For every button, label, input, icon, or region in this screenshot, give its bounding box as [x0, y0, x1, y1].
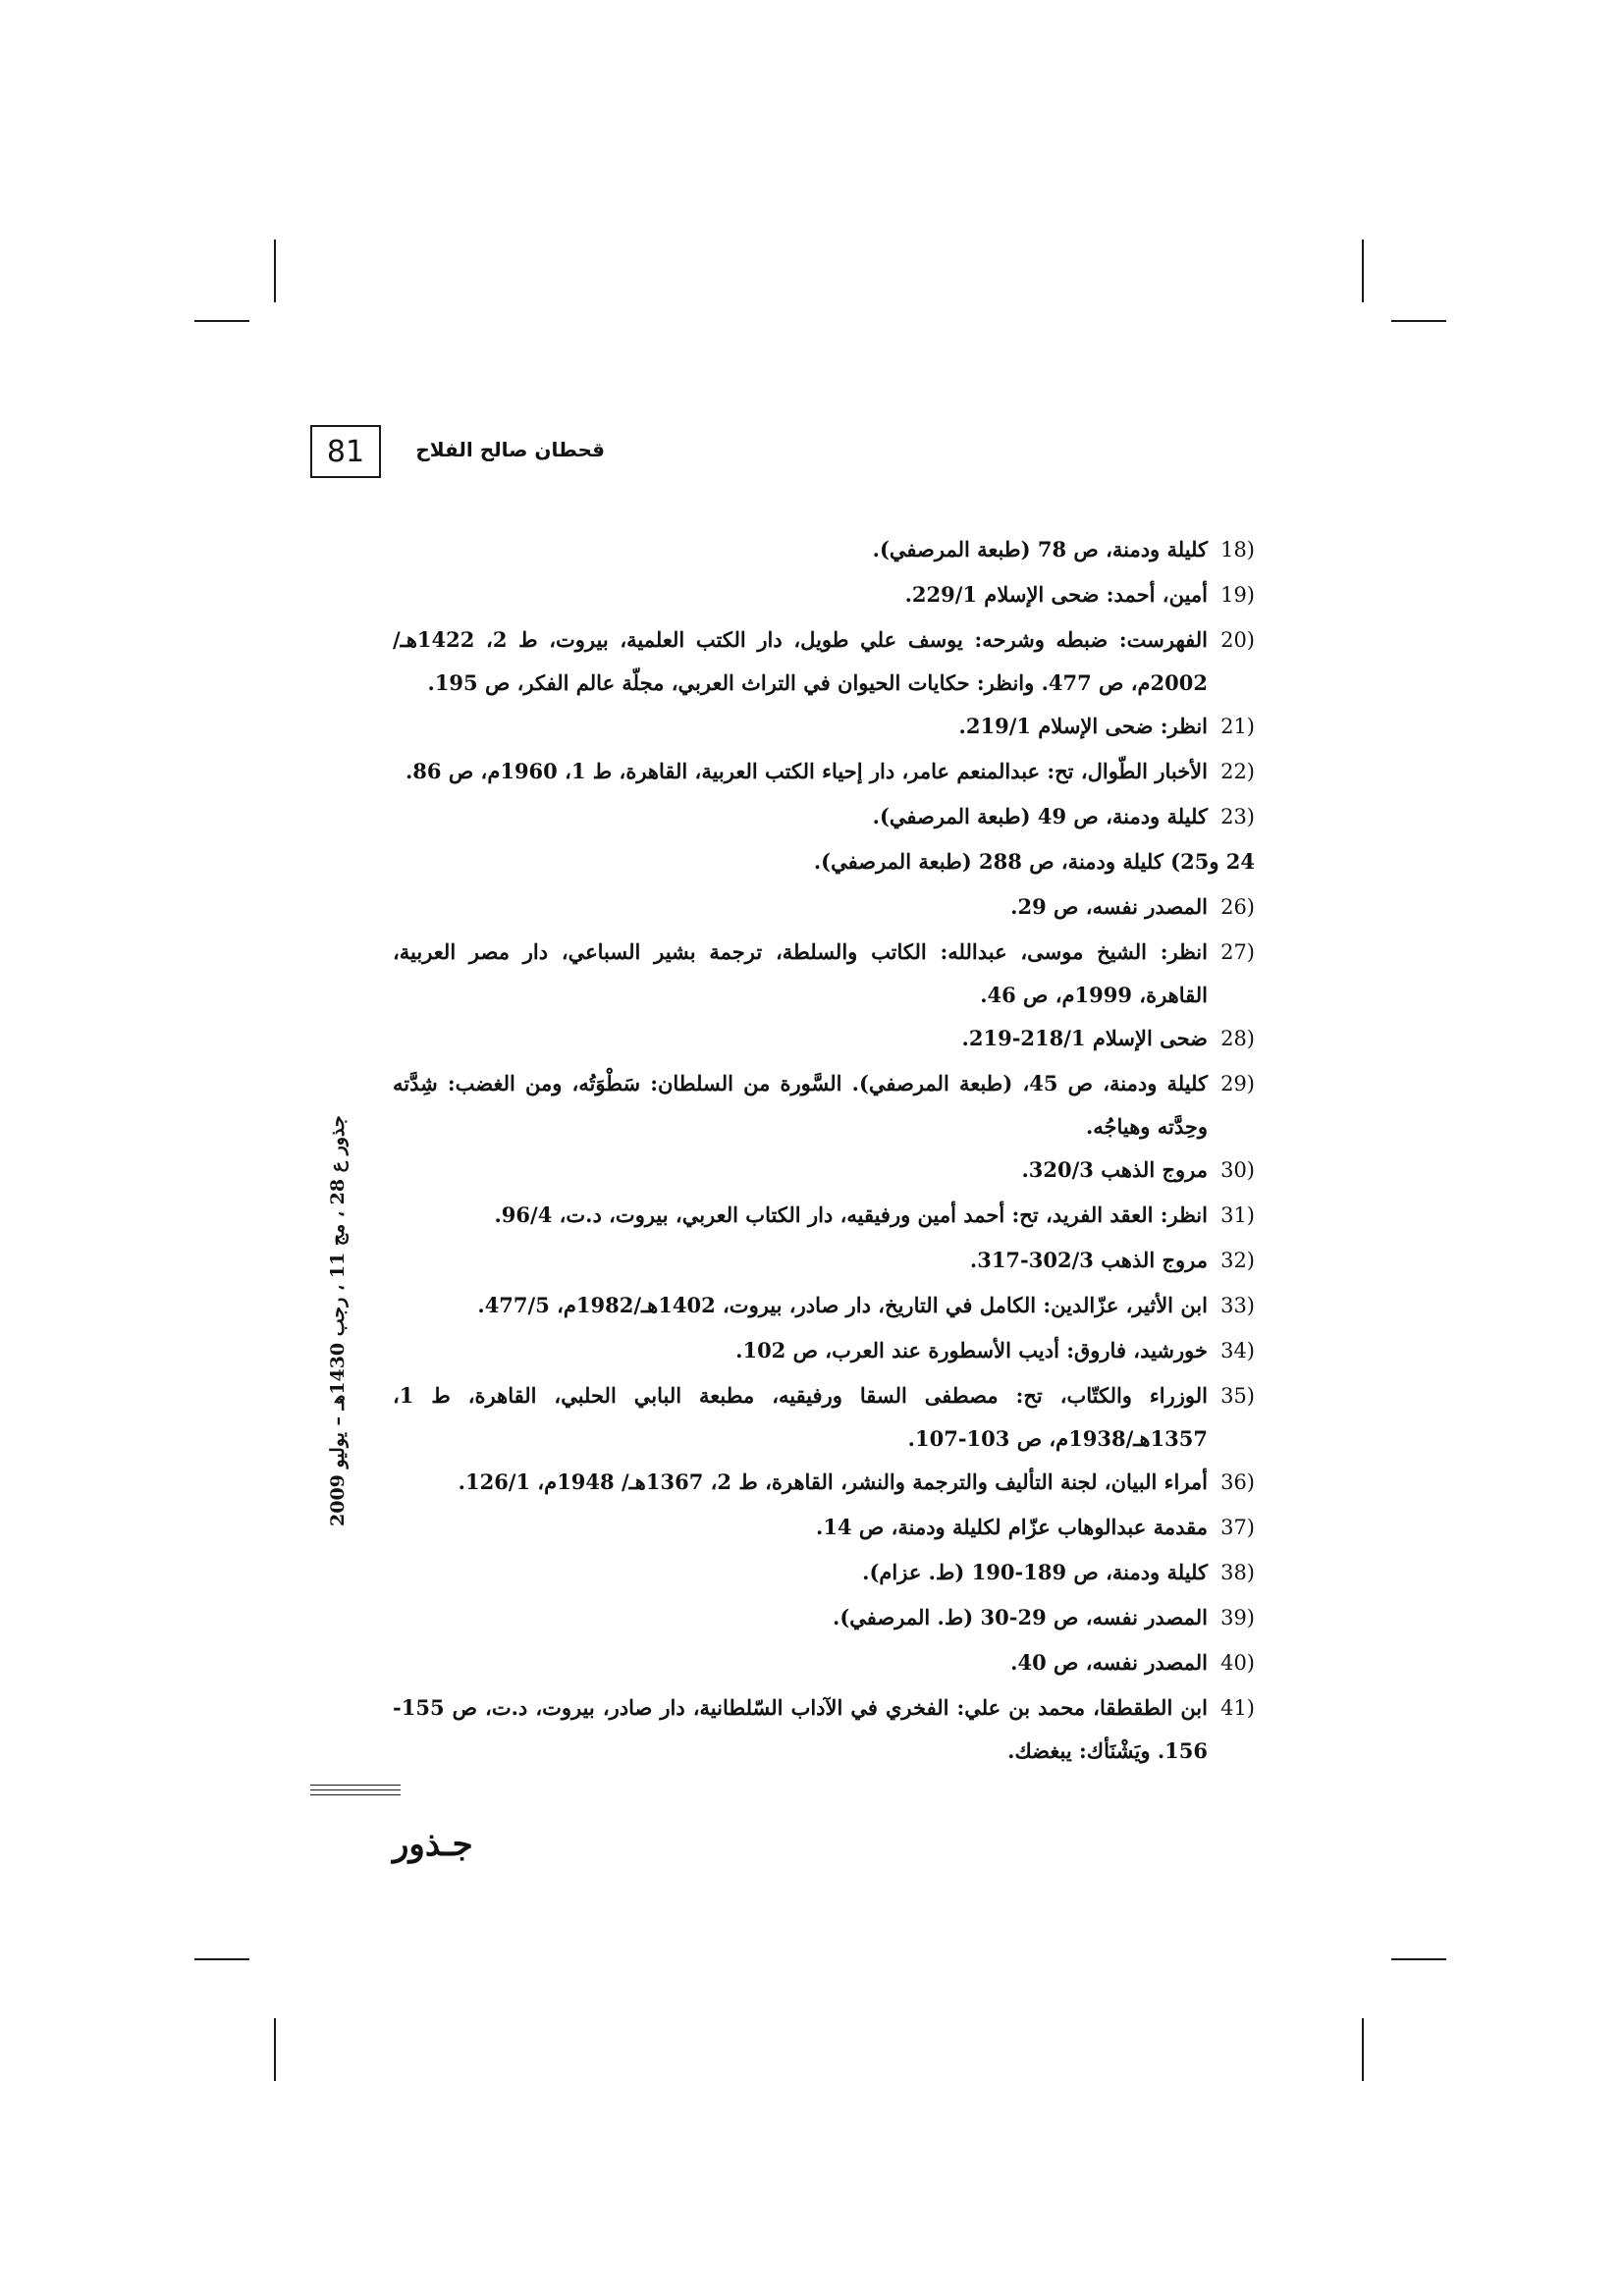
endnote	[393, 618, 1255, 705]
endnote-text: انظر: ضحى الإسلام 219/1.	[958, 714, 1208, 738]
crop-mark	[1362, 2018, 1364, 2081]
endnote-number: 31)	[1220, 1203, 1255, 1227]
endnote-text: الوزراء والكتّاب، تح: مصطفى السقا ورفيقيه، مطبعة البابي الحلبي، القاهرة، ط 1، 1357هـ/1938م، ص 103-107.	[393, 1383, 1208, 1451]
endnote-number: 27)	[1220, 940, 1255, 964]
endnote-text: مروج الذهب 302/3-317.	[969, 1248, 1208, 1272]
endnote-number: 40)	[1220, 1651, 1255, 1675]
endnote	[393, 528, 1255, 573]
endnote-text: كليلة ودمنة، ص 49 (طبعة المرصفي).	[872, 804, 1208, 828]
endnote	[393, 1329, 1255, 1374]
endnote-text: الأخبار الطّوال، تح: عبدالمنعم عامر، دار إحياء الكتب العربية، القاهرة، ط 1، 1960م، ص 86.	[405, 759, 1208, 783]
endnote-number: 36)	[1220, 1470, 1255, 1494]
endnote	[393, 750, 1255, 795]
endnote	[393, 1596, 1255, 1641]
endnote	[393, 1461, 1255, 1506]
journal-logo	[312, 1816, 473, 1873]
decorative-rules	[310, 1785, 401, 1806]
endnote	[393, 1551, 1255, 1596]
endnote	[393, 795, 1255, 840]
crop-mark	[1362, 240, 1364, 302]
endnote-text: انظر: العقد الفريد، تح: أحمد أمين ورفيقيه، دار الكتاب العربي، بيروت، د.ت، 96/4.	[494, 1202, 1208, 1227]
endnote	[393, 840, 1255, 885]
endnote-number: 34)	[1220, 1339, 1255, 1362]
endnote	[393, 1062, 1255, 1148]
endnote-text: مقدمة عبدالوهاب عزّام لكليلة ودمنة، ص 14.	[816, 1515, 1208, 1539]
crop-mark	[274, 2018, 276, 2081]
crop-mark	[194, 1958, 249, 1960]
endnotes-list	[393, 528, 1255, 1773]
endnote	[393, 1017, 1255, 1062]
endnote-text: أمراء البيان، لجنة التأليف والترجمة والنشر، القاهرة، ط 2، 1367هـ/ 1948م، 126/1.	[458, 1469, 1208, 1494]
endnote-text: مروج الذهب 320/3.	[1021, 1157, 1208, 1182]
endnote	[393, 1374, 1255, 1461]
crop-mark	[1391, 320, 1446, 322]
endnote-text: المصدر نفسه، ص 29-30 (ط. المرصفي).	[833, 1605, 1208, 1629]
endnote	[393, 1506, 1255, 1551]
journal-logo-text: جـذور	[393, 1825, 473, 1864]
endnote-text: كليلة ودمنة، ص 78 (طبعة المرصفي).	[872, 537, 1208, 561]
endnote	[393, 1194, 1255, 1239]
endnote-number: 19)	[1220, 583, 1255, 607]
endnote-number: 35)	[1220, 1384, 1255, 1408]
endnote-text: ابن الأثير، عزّالدين: الكامل في التاريخ، دار صادر، بيروت، 1402هـ/1982م، 477/5.	[477, 1293, 1208, 1317]
endnote	[393, 885, 1255, 931]
endnote-number: 22)	[1220, 760, 1255, 783]
endnote-text: كليلة ودمنة، ص 189-190 (ط. عزام).	[862, 1560, 1208, 1584]
endnote-number: 18)	[1220, 538, 1255, 561]
endnote-number: 26)	[1220, 895, 1255, 919]
endnote-text: انظر: الشيخ موسى، عبدالله: الكاتب والسلطة، ترجمة بشير السباعي، دار مصر العربية، القاهرة، 1999م، ص 46.	[393, 939, 1208, 1007]
endnote	[393, 573, 1255, 618]
endnote-number: 33)	[1220, 1294, 1255, 1317]
endnote-text: ابن الطقطقا، محمد بن علي: الفخري في الآداب السّلطانية، دار صادر، بيروت، د.ت، ص 155-156. ويَشْنَأك: يبغضك.	[393, 1695, 1208, 1763]
endnote	[393, 1239, 1255, 1284]
endnote-number: 29)	[1220, 1072, 1255, 1095]
endnote-number: 28)	[1220, 1027, 1255, 1050]
crop-mark	[1391, 1958, 1446, 1960]
endnote-text: أمين، أحمد: ضحى الإسلام 229/1.	[904, 582, 1208, 607]
endnote-text: كليلة ودمنة، ص 45، (طبعة المرصفي). السَّورة من السلطان: سَطْوَتُه، ومن الغضب: شِدَّته وحِدَّته وهياجُه.	[393, 1071, 1208, 1139]
endnote-number: 32)	[1220, 1249, 1255, 1272]
crop-mark	[274, 240, 276, 302]
endnote-number: 30)	[1220, 1158, 1255, 1182]
endnote	[393, 1148, 1255, 1194]
endnote-number: 23)	[1220, 805, 1255, 828]
journal-issue-caption: جذور ع 28 ، مج 11 ، رجب 1430هـ – يوليو 2009	[327, 1115, 349, 1526]
endnote-text: الفهرست: ضبطه وشرحه: يوسف علي طويل، دار الكتب العلمية، بيروت، ط 2، 1422هـ/ 2002م، ص 477. وانظر: حكايات الحيوان في التراث العربي، مجلّة عالم الفكر، ص 195.	[393, 627, 1208, 695]
endnote	[393, 705, 1255, 750]
endnote-text: خورشيد، فاروق: أديب الأسطورة عند العرب، ص 102.	[735, 1338, 1208, 1362]
page-number: 81	[310, 425, 381, 478]
endnote-text: ضحى الإسلام 218/1-219.	[961, 1026, 1208, 1050]
endnote-number: 39)	[1220, 1606, 1255, 1629]
endnote	[393, 931, 1255, 1017]
endnote-number: 38)	[1220, 1561, 1255, 1584]
endnote-text: 24 و25) كليلة ودمنة، ص 288 (طبعة المرصفي).	[813, 849, 1255, 874]
endnote-number: 21)	[1220, 715, 1255, 738]
crop-mark	[194, 320, 249, 322]
running-header-author: قحطان صالح الفلاح	[415, 438, 605, 461]
endnote-number: 20)	[1220, 628, 1255, 652]
endnote-number: 37)	[1220, 1516, 1255, 1539]
endnote	[393, 1686, 1255, 1773]
endnote	[393, 1641, 1255, 1686]
endnote-number: 41)	[1220, 1696, 1255, 1720]
endnote-text: المصدر نفسه، ص 29.	[1010, 894, 1208, 919]
endnote	[393, 1284, 1255, 1329]
endnote-text: المصدر نفسه، ص 40.	[1010, 1650, 1208, 1675]
